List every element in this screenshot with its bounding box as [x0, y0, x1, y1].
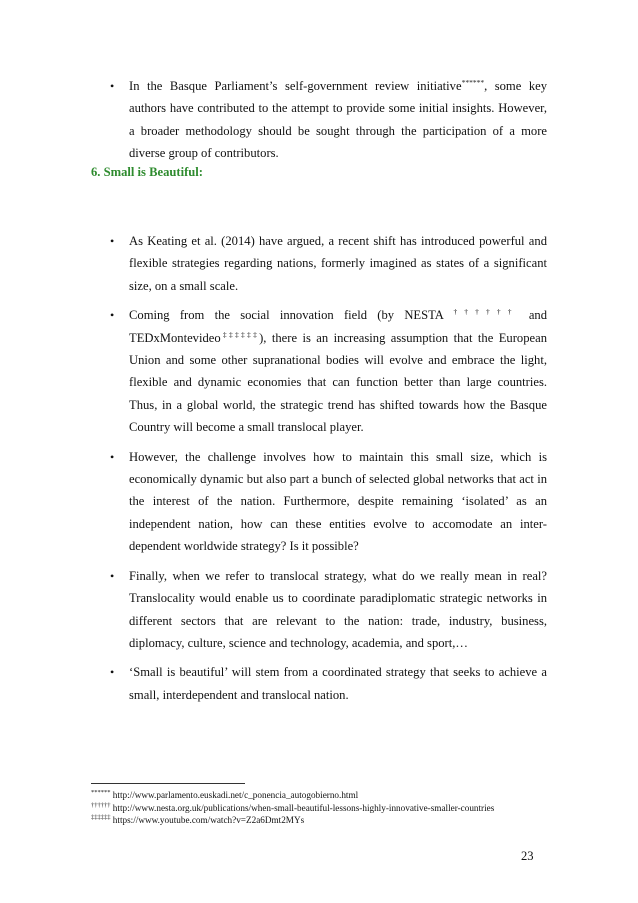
list-item — [0, 230, 638, 297]
list-item — [0, 75, 638, 165]
bullet-text: and TEDxMontevideo — [129, 308, 548, 345]
footnote-ref[interactable]: ****** — [461, 77, 485, 87]
footnote — [91, 789, 551, 802]
list-item — [0, 446, 638, 558]
footnote — [91, 814, 551, 827]
bullet-text-continued: , some key authors have contributed to the attempt to provide some initial insights. However, a broader methodology should be sought through the participation of a more diverse group of contributors. — [129, 79, 548, 161]
bullet-text: Finally, when we refer to translocal strategy, what do we really mean in real? Translocality would enable us to coordinate paradiplomatic strategic networks in different sectors that are relevant to the nation: trade, industry, business, diplomacy, culture, science and technology, academia, and sport,… — [129, 568, 547, 650]
bullet-list-intro — [0, 75, 638, 172]
bullet-icon: • — [110, 79, 115, 93]
list-item — [0, 565, 638, 655]
footnote-mark: ****** — [91, 788, 111, 796]
bullet-text: In the Basque Parliament’s self-government review initiative — [129, 79, 462, 93]
footnote — [91, 802, 551, 815]
bullet-text: However, the challenge involves how to maintain this small size, which is economically dynamic but also part a bunch of selected global networks that act in the interest of the nation. Furthermore, despite remaining ‘isolated’ as an independent nation, how can these entities evolve to accomodate an inter-dependent worldwide strategy? Is it possible? — [129, 449, 547, 554]
bullet-text: ), there is an increasing assumption that the European Union and some other supranational bodies will evolve and embrace the light, flexible and dynamic economies that can function better than large countries. Thus, in a global world, the strategic trend has shifted towards how the Basque Country will become a small translocal player. — [129, 330, 547, 435]
list-item — [0, 661, 638, 706]
footnotes — [91, 789, 551, 827]
footnote-mark: †††††† — [91, 801, 111, 809]
bullet-text: As Keating et al. (2014) have argued, a recent shift has introduced powerful and flexible strategies regarding nations, formerly imagined as states of a significant size, on a small scale. — [129, 234, 547, 293]
section-heading: 6. Small is Beautiful: — [91, 165, 203, 179]
bullet-icon: • — [110, 568, 115, 583]
footnote-mark: ‡‡‡‡‡‡ — [91, 814, 111, 822]
bullet-icon: • — [110, 665, 115, 680]
bullet-text: ‘Small is beautiful’ will stem from a coordinated strategy that seeks to achieve a small, interdependent and translocal nation. — [129, 665, 547, 702]
bullet-text: Coming from the social innovation field (by NESTA — [129, 308, 454, 323]
footnote-divider — [91, 783, 245, 784]
list-item — [0, 304, 638, 438]
footnote-ref[interactable]: ‡‡‡‡‡‡ — [220, 329, 260, 339]
footnote-link[interactable]: https://www.youtube.com/watch?v=Z2a6Dmt2MYs — [110, 815, 305, 826]
footnote-link[interactable]: http://www.parlamento.euskadi.net/c_ponencia_autogobierno.html — [110, 790, 359, 800]
footnote-ref[interactable]: †††††† — [453, 307, 519, 317]
bullet-list-small-is-beautiful — [0, 230, 638, 713]
bullet-icon: • — [110, 308, 115, 323]
bullet-icon: • — [110, 449, 115, 464]
page-number: 23 — [521, 849, 534, 863]
footnote-link[interactable]: http://www.nesta.org.uk/publications/when-small-beautiful-lessons-highly-innovative-smaller-countries — [110, 802, 495, 813]
bullet-icon: • — [110, 234, 115, 248]
